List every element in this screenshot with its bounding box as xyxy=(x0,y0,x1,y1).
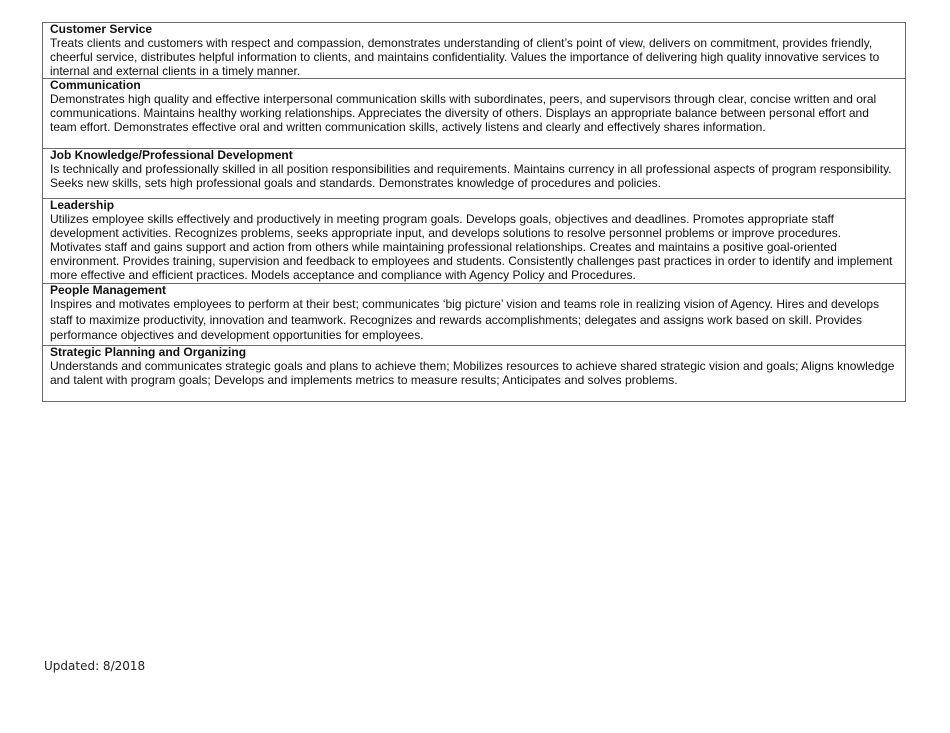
section-leadership xyxy=(43,199,905,284)
section-description: Treats clients and customers with respect and compassion, demonstrates understanding of client’s point of view, delivers on commitment, provides friendly, cheerful service, distributes helpful information to clients, and maintains confidentiality. Values the importance of delivering high quality innovative services to internal and external clients in a timely manner. xyxy=(50,36,880,78)
section-people-management xyxy=(43,284,905,346)
section-description: Inspires and motivates employees to perform at their best; communicates ‘big picture’ vision and teams role in realizing vision of Agency. Hires and develops staff to maximize productivity, innovation and teamwork. Recognizes and rewards accomplishments; delegates and assigns work based on skill. Provides performance objectives and development opportunities for employees. xyxy=(50,297,880,342)
section-description: Demonstrates high quality and effective interpersonal communication skills with subordinates, peers, and supervisors through clear, concise written and oral communications. Maintains healthy working relationships. Appreciates the diversity of others. Displays an appropriate balance between personal effort and team effort. Demonstrates effective oral and written communication skills, actively listens and clearly and effectively shares information. xyxy=(50,92,877,134)
section-title: Job Knowledge/Professional Development xyxy=(50,148,293,162)
section-customer-service xyxy=(43,23,905,79)
section-title: Communication xyxy=(50,78,141,92)
section-description: Utilizes employee skills effectively and productively in meeting program goals. Develops goals, objectives and deadlines. Promotes appropriate staff development activities. Recognizes problems, seeks appropriate input, and develops solutions to resolve personnel problems or improve procedures. Motivates staff and gains support and action from others while maintaining professional relationships. Creates and maintains a positive goal-oriented environment. Provides training, supervision and feedback to employees and students. Consistently challenges past practices in order to identify and implement more effective and efficient practices. Models acceptance and compliance with Agency Policy and Procedures. xyxy=(50,212,893,282)
section-job-knowledge xyxy=(43,149,905,199)
section-description: Understands and communicates strategic goals and plans to achieve them; Mobilizes resources to achieve shared strategic vision and goals; Aligns knowledge and talent with program goals; Develops and implements metrics to measure results; Anticipates and solves problems. xyxy=(50,359,895,387)
section-communication xyxy=(43,79,905,149)
section-title: Strategic Planning and Organizing xyxy=(50,345,247,359)
section-title: Leadership xyxy=(50,198,115,212)
section-title: Customer Service xyxy=(50,22,153,36)
section-description: Is technically and professionally skilled in all position responsibilities and requirements. Maintains currency in all professional aspects of program responsibility. Seeks new skills, sets high professional goals and standards. Demonstrates knowledge of procedures and policies. xyxy=(50,162,892,190)
updated-date: Updated: 8/2018 xyxy=(44,659,146,673)
competency-table xyxy=(42,22,906,402)
section-strategic-planning xyxy=(43,346,905,401)
section-title: People Management xyxy=(50,283,167,297)
